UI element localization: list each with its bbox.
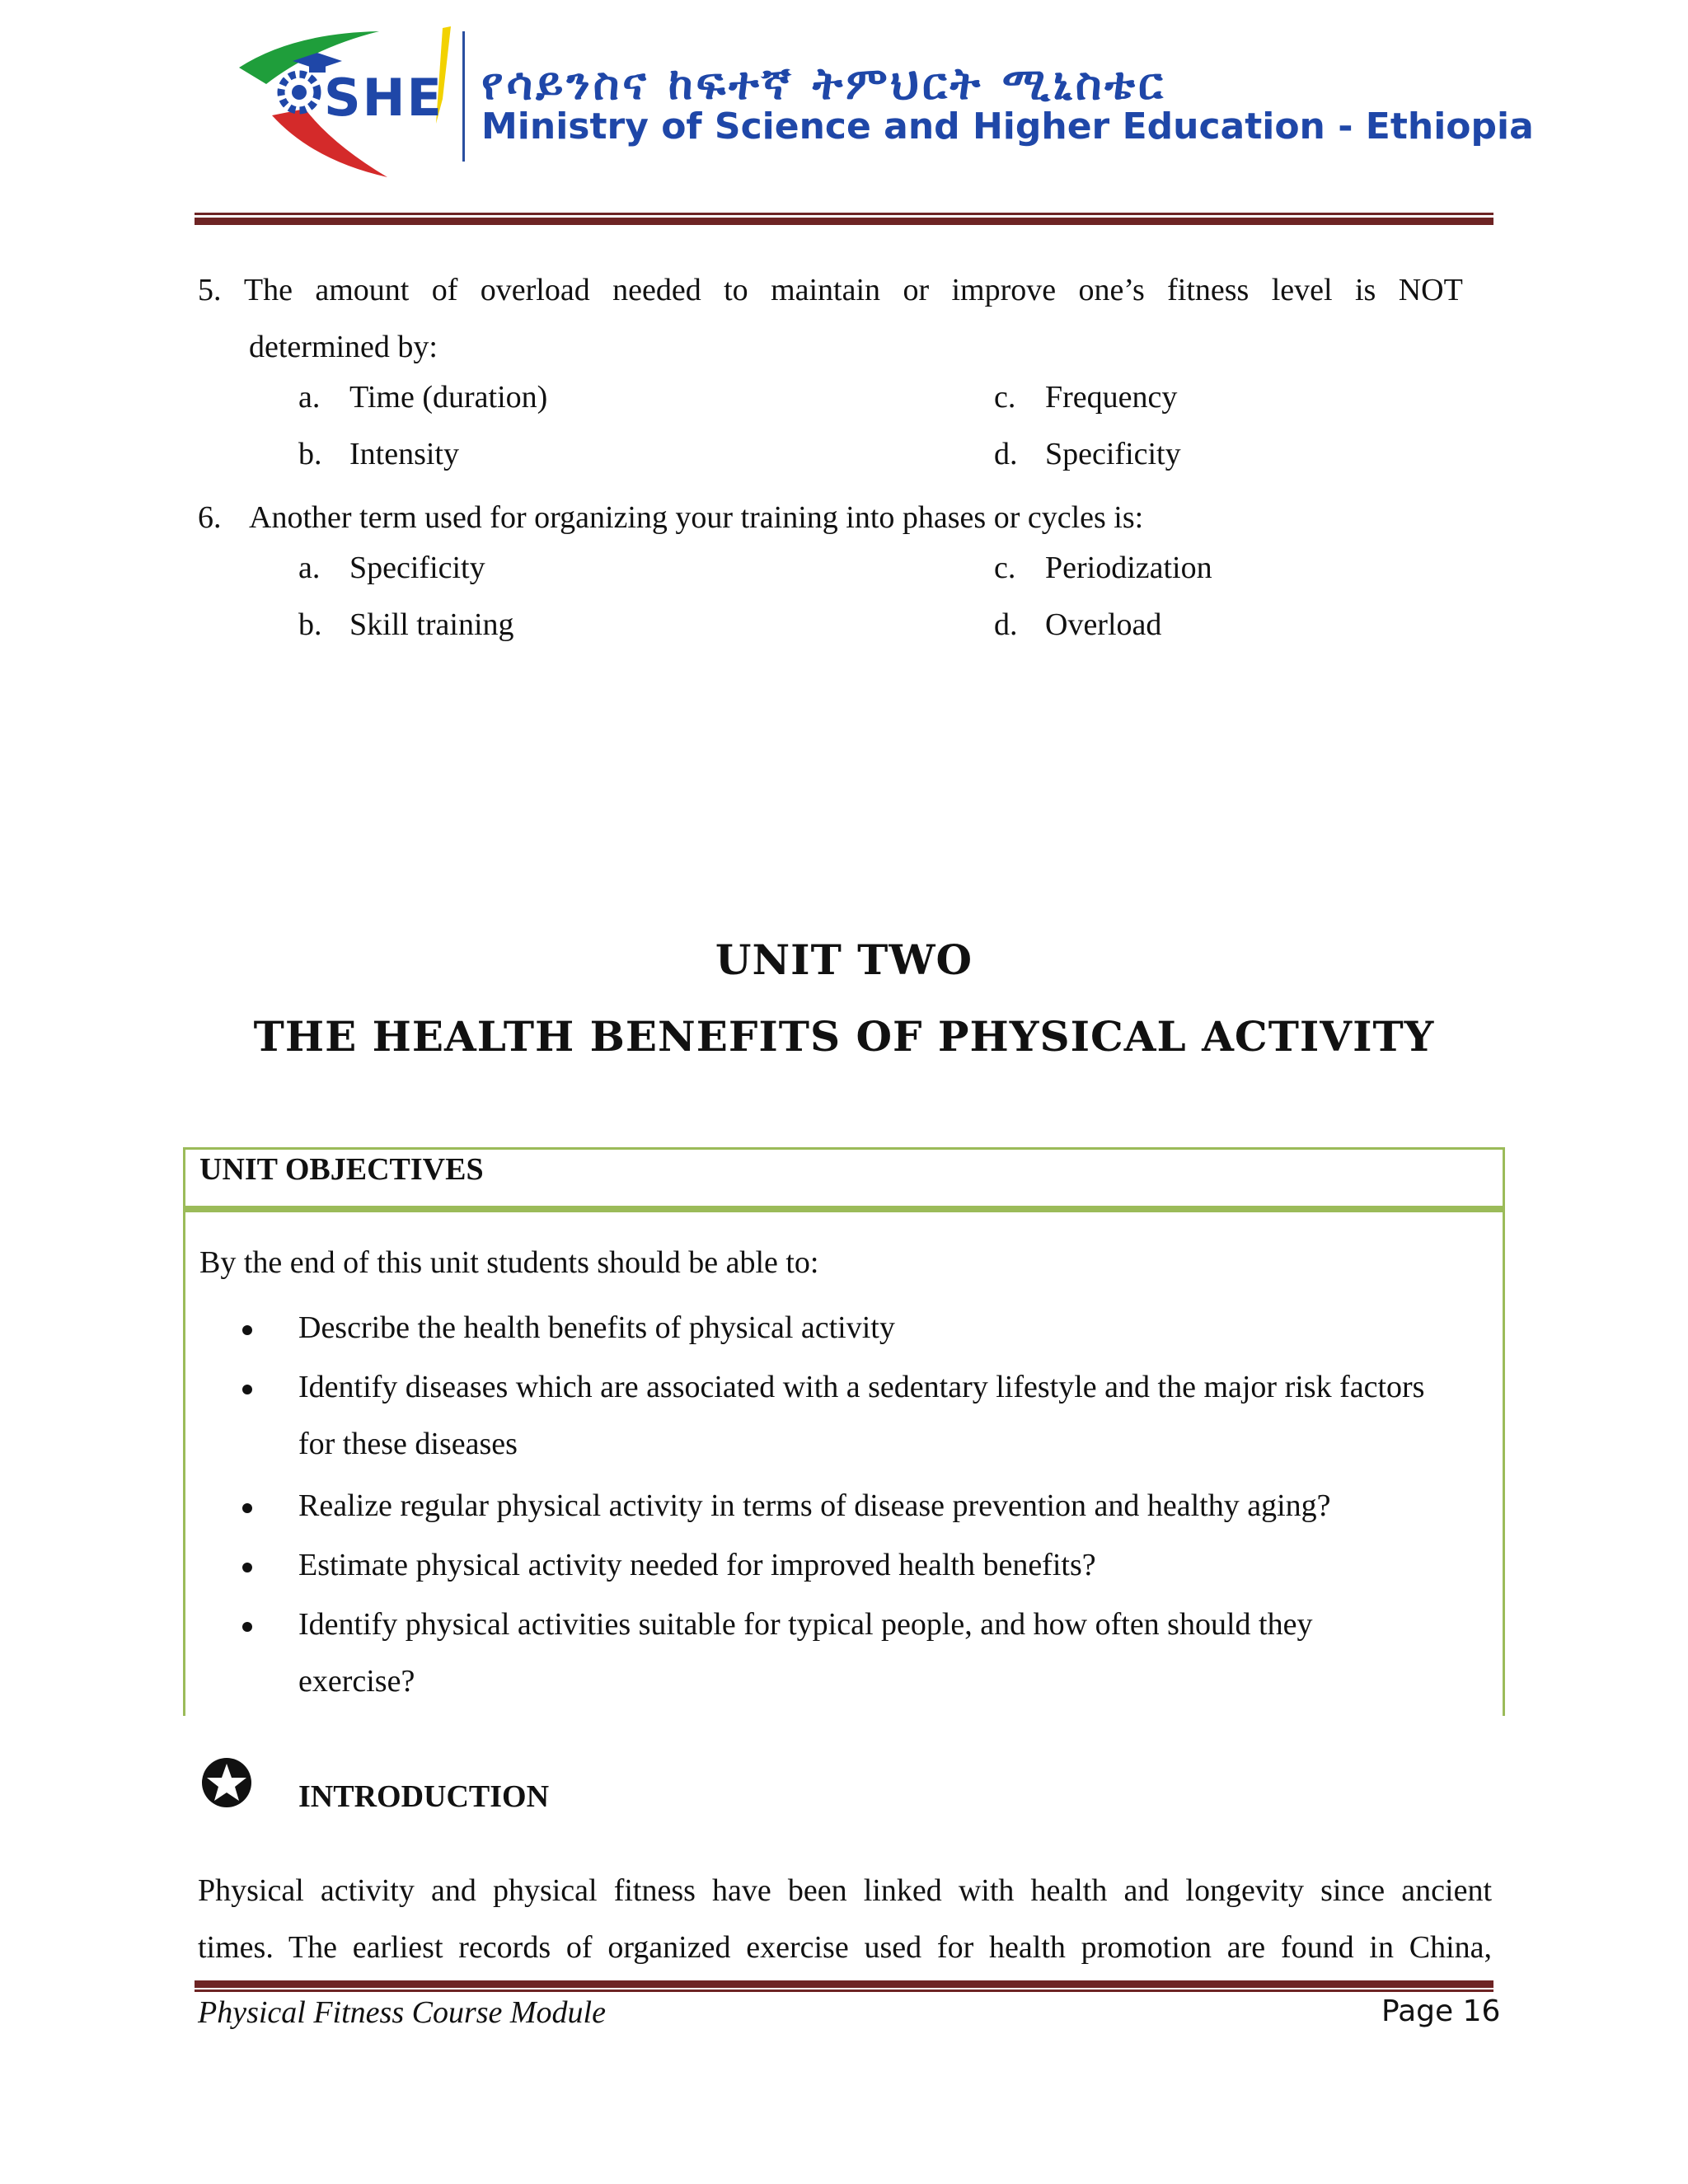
word: of	[431, 273, 458, 307]
objectives-heading: UNIT OBJECTIVES	[199, 1152, 484, 1187]
word: level	[1271, 273, 1333, 307]
introduction-paragraph	[198, 1863, 1492, 1976]
option-text: Time (duration)	[349, 380, 548, 415]
introduction-heading: INTRODUCTION	[298, 1779, 550, 1814]
objective-item	[247, 1359, 1492, 1473]
word: fitness	[1167, 273, 1250, 307]
ministry-logo	[235, 25, 457, 181]
objective-text: Identify physical activities suitable for typical people, and how often should they	[298, 1607, 1313, 1642]
q6-option-a	[298, 550, 485, 586]
word: is	[1354, 273, 1376, 307]
option-text: Skill training	[349, 607, 514, 642]
question-number: 5.	[198, 273, 222, 307]
option-text: Overload	[1045, 607, 1162, 642]
word: overload	[480, 273, 590, 307]
objective-text: Describe the health benefits of physical activity	[298, 1310, 895, 1345]
word: needed	[612, 273, 701, 307]
footer-rule-thick	[195, 1980, 1493, 1988]
bullet-icon	[242, 1325, 252, 1335]
paragraph-line: times. The earliest records of organized exercise used for health promotion are found in China,	[198, 1930, 1492, 1965]
footer-rule-thin	[195, 1990, 1493, 1992]
word: maintain	[771, 273, 881, 307]
q5-option-a	[298, 379, 547, 415]
word: The	[243, 273, 293, 307]
bullet-icon	[242, 1503, 252, 1513]
unit-title: THE HEALTH BENEFITS OF PHYSICAL ACTIVITY	[253, 1012, 1435, 1061]
q6-option-b	[298, 607, 514, 643]
question-number: 6.	[198, 500, 222, 535]
option-text: Specificity	[349, 551, 485, 585]
q5-option-c	[994, 379, 1177, 415]
word: to	[724, 273, 748, 307]
option-letter: a.	[298, 380, 321, 415]
header-rule-thick	[195, 218, 1493, 225]
option-text: Intensity	[349, 437, 459, 471]
question-6-text: Another term used for organizing your training into phases or cycles is:	[249, 500, 1144, 535]
paragraph-line: Physical activity and physical fitness have been linked with health and longevity since ancient	[198, 1873, 1492, 1908]
page-number: Page 16	[1381, 1994, 1501, 2028]
bullet-icon	[242, 1563, 252, 1572]
footer-module-title: Physical Fitness Course Module	[198, 1995, 606, 2030]
objective-text: Identify diseases which are associated with a sedentary lifestyle and the major risk factors	[298, 1370, 1425, 1404]
question-5-line1	[198, 262, 1463, 319]
logo-text: SHE	[324, 68, 443, 128]
word: one’s	[1078, 273, 1145, 307]
option-letter: c.	[994, 551, 1016, 585]
question-5	[198, 262, 1463, 376]
question-5-line2: determined by:	[249, 330, 438, 364]
objective-text-continued: for these diseases	[298, 1427, 518, 1461]
q5-option-d	[994, 436, 1181, 472]
q5-option-b	[298, 436, 459, 472]
unit-label: UNIT TWO	[715, 935, 973, 984]
option-letter: c.	[994, 380, 1016, 415]
word: or	[903, 273, 930, 307]
option-letter: d.	[994, 607, 1018, 642]
option-text: Frequency	[1045, 380, 1178, 415]
option-text: Specificity	[1045, 437, 1181, 471]
question-6	[198, 490, 1143, 546]
amharic-ministry-title: የሳይንስና ከፍተኛ ትምህርት ሚኒስቴር	[481, 58, 1166, 110]
objective-text: Estimate physical activity needed for improved health benefits?	[298, 1548, 1096, 1582]
bullet-icon	[242, 1385, 252, 1394]
word: NOT	[1398, 273, 1463, 307]
bullet-icon	[242, 1622, 252, 1632]
objective-item	[247, 1478, 1492, 1535]
objectives-intro: By the end of this unit students should be able to:	[199, 1245, 819, 1280]
objective-item	[247, 1596, 1492, 1710]
header-rule-thin	[195, 213, 1493, 215]
word: improve	[951, 273, 1057, 307]
q6-option-c	[994, 550, 1212, 586]
objectives-header-band	[183, 1206, 1505, 1212]
word: amount	[315, 273, 410, 307]
option-letter: a.	[298, 551, 321, 585]
objective-item	[247, 1300, 1492, 1357]
star-circle-icon	[198, 1754, 256, 1811]
objective-text-continued: exercise?	[298, 1664, 415, 1699]
option-text: Periodization	[1045, 551, 1212, 585]
header-divider	[462, 31, 465, 162]
option-letter: d.	[994, 437, 1018, 471]
english-ministry-title: Ministry of Science and Higher Education - Ethiopia	[481, 105, 1534, 148]
option-letter: b.	[298, 437, 322, 471]
q6-option-d	[994, 607, 1161, 643]
objective-item	[247, 1537, 1492, 1594]
option-letter: b.	[298, 607, 322, 642]
objective-text: Realize regular physical activity in terms of disease prevention and healthy aging?	[298, 1488, 1331, 1523]
